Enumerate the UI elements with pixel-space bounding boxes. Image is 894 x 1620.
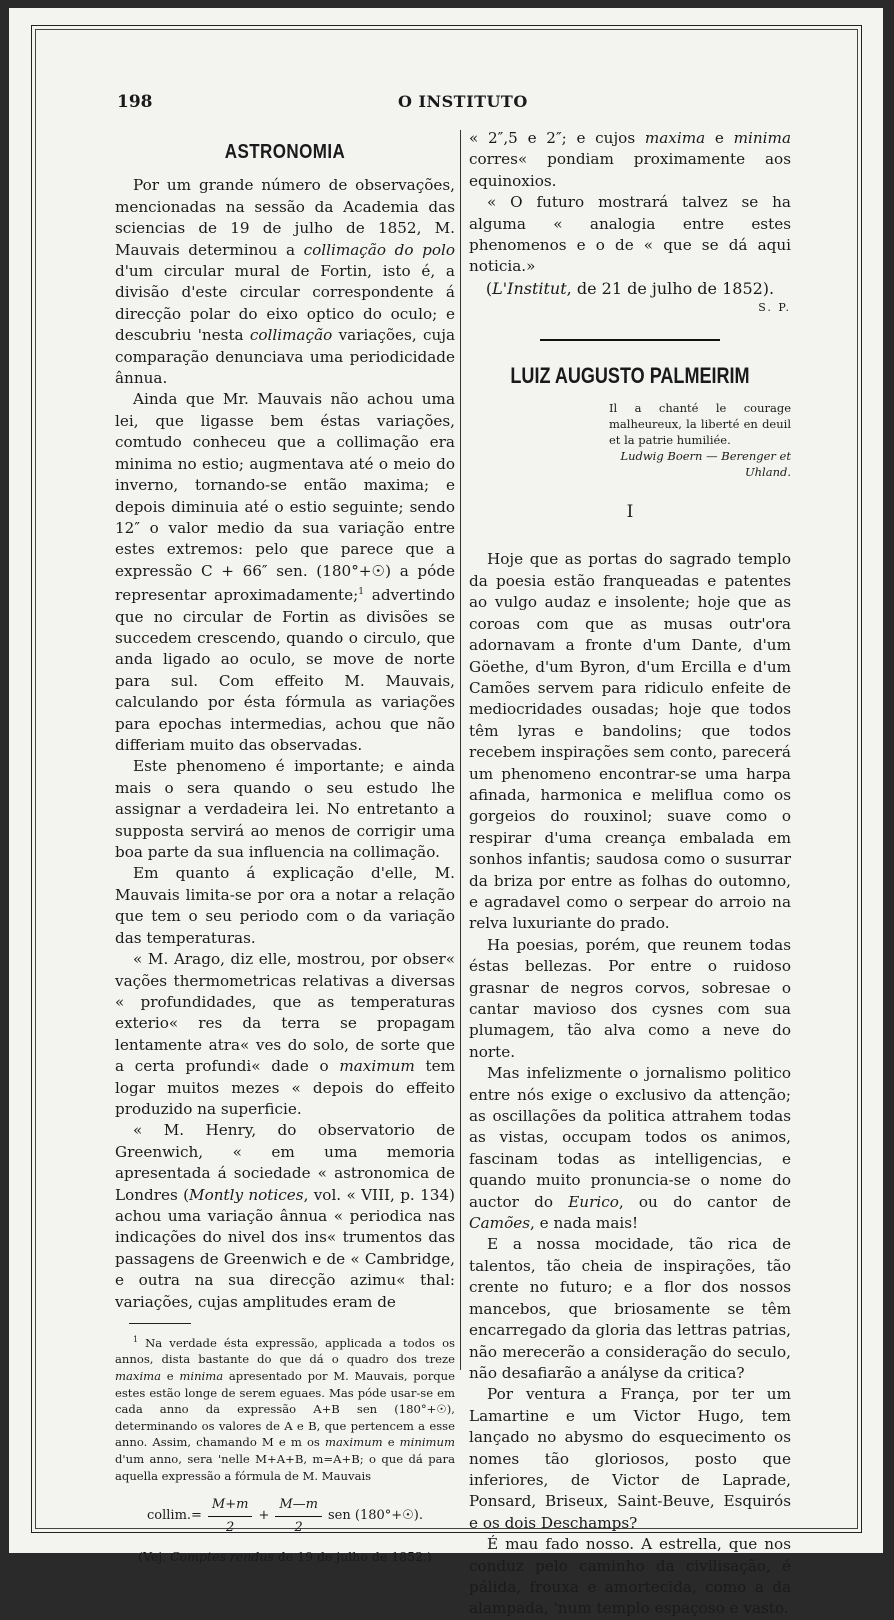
emphasis: collimação [249,326,333,345]
text: e [161,1369,180,1384]
emphasis: collimação do polo [303,240,455,259]
text: , ou do cantor de [618,1192,791,1211]
left-column [115,138,455,1567]
footnote-rule [129,1323,191,1324]
epigraph [609,400,791,480]
denominator: 2 [226,1519,235,1535]
text: Na verdade ésta expressão, applicada a todos os annos, dista bastante do que dá o quadro dos treze [115,1335,455,1367]
paragraph: É mau fado nosso. A estrella, que nos conduz pelo caminho da civilisação, é pálida, frouxa e amortecida, como a da alampada, 'num templo espaçoso e vasto. [469,1535,791,1618]
text: Por um grande número de observações, mencionadas na sessão da Academia das sciencias de 19 de julho de 1852, M. Mauvais determinou a [115,176,455,259]
text: apresentado por M. Mauvais, porque estes estão longe de serem eguaes. Mas póde usar-se em cada anno da expressão A+B sen (180°+☉), determinando os valores de A e B, que pertencem a esse anno. Assim, chamando M e m os [115,1369,456,1450]
text: (Vej. [138,1549,171,1565]
epigraph-author: Ludwig Boern — Berenger et Uhland. [620,449,791,480]
footnote-marker: 1 [358,587,364,598]
paragraph: Ha poesias, porém, que reunem todas éstas bellezas. Por entre o ruidoso grasnar de negros corvos, sobresae o cantar mavioso dos cysnes com sua plumagem, tão alva como a neve do norte. [469,935,791,1061]
text: e [705,129,734,147]
numerator: M—m [275,1494,322,1516]
text: variações, cuja comparação denunciava uma periodicidade ânnua. [115,326,455,388]
emphasis: Montly notices [189,1185,304,1204]
emphasis: minima [733,129,791,147]
quotation: « O futuro mostrará talvez se ha alguma « analogia entre estes phenomenos e o de « que se dá aqui noticia.» [469,193,791,276]
text: , de 21 de julho de 1852). [566,278,775,298]
emphasis: Comptes rendus [170,1549,274,1565]
text: Mas infelizmente o jornalismo politico entre nós exige o exclusivo da attenção; as oscillações da politica attrahem todas as vistas, occupam todos os animos, fascinam todas as intelligencias, e quando muito pronuncia-se o nome do auctor do [469,1064,791,1211]
fraction [275,1494,322,1538]
text: , e nada mais! [530,1214,639,1233]
paragraph: Por ventura a França, por ter um Lamartine e um Victor Hugo, tem lançado no abysmo do esquecimento os nomes tão gloriosos, posto que inferiores, de Victor de Laprade, Ponsard, Briseux, Saint-Beuve, Esquirós e os dois Deschamps? [469,1385,791,1532]
footnote-number: 1 [133,1335,139,1344]
text: « 2″,5 e 2″; e cujos [469,129,645,147]
paragraph [469,1063,791,1234]
text: advertindo que no circular de Fortin as divisões se succedem crescendo, quando o circulo, que anda ligado ao oculo, se move de norte para sul. Com effeito M. Mauvais, calculando por ésta fórmula as variações para epochas intermedias, achou que não differiam muito das observadas. [115,586,455,755]
paragraph: Este phenomeno é importante; e ainda mais o sera quando o seu estudo lhe assignar a verdadeira lei. No entretanto a supposta servirá ao menos de corrigir uma boa parte da sua influencia na collimação. [115,757,455,862]
emphasis: minimum [399,1435,455,1450]
text: Ainda que Mr. Mauvais não achou uma lei, que ligasse bem éstas variações, comtudo conheceu que a collimação era minima no estio; augmentava até o meio do inverno, tornando-se então maxima; e depois diminuia até o estio seguinte; sendo 12″ o valor medio da sua variação entre estes extremos: pelo que parece que a expressão C + 66″ sen. (180°+☉) a póde representar aproximadamente; [115,390,455,605]
text: « M. Arago, diz elle, mostrou, por obser« vações thermometricas relativas a diversas « profundidades, que as temperaturas exterio« res da terra se propagam lentamente atra« ves do solo, de sorte que a certa profundi« dade o [115,950,455,1076]
section-rule [540,339,720,341]
paragraph: Hoje que as portas do sagrado templo da poesia estão franqueadas e patentes ao vulgo audaz e insolente; hoje que as coroas com que as musas outr'ora adornavam a fronte d'um Dante, d'um Göethe, d'um Byron, d'um Ercilla e d'um Camões servem para ridiculo enfeite de mediocridades ousadas; hoje que todos têm lyras e bandolins; que todos recebem inspirações sem conto, parecerá um phenomeno encontrar-se uma harpa afinada, harmonica e meliflua como os gorgeios do rouxinol; suave como o respirar d'uma creança embalada em sonhos infantis; saudosa como o susurrar da briza por entre as folhas do outomno, e agradavel como o serpear do arroio na relva luxuriante do prado. [469,550,791,933]
column-separator [460,130,461,1370]
numerator: M+m [208,1494,253,1516]
paragraph: Em quanto á explicação d'elle, M. Mauvais limita-se por ora a notar a relação que tem o seu periodo com o da variação das temperaturas. [115,864,455,947]
emphasis: L'Institut [492,278,567,298]
emphasis: Eurico [568,1192,619,1211]
text: de 19 de julho de 1852.) [273,1549,432,1565]
source-citation [469,278,791,299]
emphasis: maximum [324,1435,383,1450]
footnote [115,1332,455,1484]
emphasis: maxima [644,129,706,147]
running-title: O INSTITUTO [398,92,528,111]
emphasis: minima [179,1369,224,1384]
formula-lhs: collim.= [146,1508,202,1524]
denominator: 2 [294,1519,303,1535]
signature: S. P. [758,301,791,315]
text: tem logar muitos mezes « depois do effeito produzido na superficie. [115,1057,455,1118]
text: , vol. « VIII, p. 134) achou uma variação ânnua « periodica nas indicações do nivel dos ins« trumentos das passagens de Greenwich e de « Cambridge, e outra na sua direcção azimu« thal: variações, cujas amplitudes eram de [115,1185,455,1311]
quotation [115,1120,455,1313]
emphasis: maxima [115,1369,162,1384]
text: e [382,1435,400,1450]
paragraph: E a nossa mocidade, tão rica de talentos, tão cheia de inspirações, tão crente no futuro; e a flor dos nossos mancebos, que briosamente se têm encarregado da gloria das lettras patrias, não merecerão a consideração do seculo, não desafiarão a anályse da critica? [469,1235,791,1382]
section-number: I [626,502,634,523]
text: corres« pondiam proximamente aos equinoxios. [469,150,791,190]
emphasis: maximum [339,1057,415,1076]
text: d'um circular mural de Fortin, isto é, a divisão d'este circular correspondente á direcção polar do eixo optico do oculo; e descubriu 'nesta [115,262,455,345]
formula-tail: sen (180°+☉). [328,1508,424,1524]
paragraph [115,175,455,389]
section-title-astronomia: ASTRONOMIA [224,141,346,163]
reference [115,1546,455,1567]
text: ( [485,278,493,298]
plus-sign: + [258,1508,270,1524]
paragraph [115,389,455,756]
emphasis: Camões [469,1214,531,1233]
page-number: 198 [117,92,153,112]
section-title-palmeirim: LUIZ AUGUSTO PALMEIRIM [510,362,750,388]
quotation [115,949,455,1120]
quotation-continued [469,128,791,192]
formula [115,1494,455,1538]
fraction [208,1494,253,1538]
text: d'um anno, sera 'nelle M+A+B, m=A+B; o que dá para aquella expressão a fórmula de M. Mauvais [115,1452,455,1483]
text: « M. Henry, do observatorio de Greenwich, « em uma memoria apresentada á sociedade « astronomica de Londres ( [115,1121,455,1204]
right-column [469,128,791,1620]
epigraph-text: Il a chanté le courage malheureux, la liberté en deuil et la patrie humiliée. [609,401,791,448]
